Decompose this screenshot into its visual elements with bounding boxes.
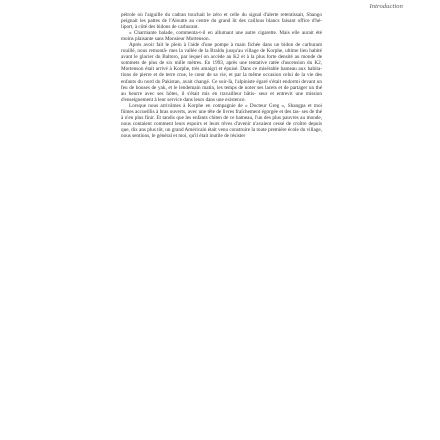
- paragraph-3: Après avoir fait le plein à l'aide d'une pompe à main fichée dans un bidon de carburant rouillé, nous remontâ- mes la vallée de la Braldu jusqu'au village de Korphe, ultime lieu habité avant le glacier du Baltoro, par lequel on accède au K2 et à la plus forte densité au monde de sommets de plus de six mille mètres. En 1993, après une tentative ratée d'ascension du K2, Mortenson était arrivé à Korphe, très amaigri et épuisé. Dans ce misérable hameau aux habita- tions de pierre et de terre crue, le cœur de sa vie, et par la même occasion celui de la vie des enfants du nord du Pakistan, avait changé. Ce soir-là, l'alpiniste égaré s'était endormi devant un feu de bouses de yak, et le lendemain matin, les temps de noter ses lacets et de partager un thé au beurre avec ses hôtes, il s'était mis en travailleur bâtis- seur et entrevit une mission d'enseignement à leur service dans leurs dans une existence.: [121, 42, 322, 103]
- body-text: [121, 12, 322, 139]
- paragraph-1: pétrole où l'aiguille du cadran touchait le zéro et celle du signal d'alerte retentissait, Shango peignait les pattes de l'Aloutte au centre du grand lit des caillous blancs faisant office d'hé- liport, à côté des bidons de carburant.: [121, 12, 322, 31]
- paragraph-2: « Charmante balade, commenta-t-il en allumant une autre cigarette. Mais elle aurait été moins plaisante sans Monsieur Mortenson.: [121, 30, 322, 43]
- running-head: Introduction: [369, 3, 403, 10]
- paragraph-4: Lorsque nous arrivâmes à Korphe en compagnie de « Docteur Greg », Shangpa et moi fûmes accueillis à bras ouverts, avec une tête de livres fraîchement égorgée et des tas- ses de thé à n'en plus finir. Et tandis que les enfants chiten de ce hameau, l'un des plus pauvres au monde, nous contaient comment leurs espoirs et leurs rêves d'avenir n'avaient cessé de croître depuis que, dix ans plus tôt, un grand Américain était venu construire la toute première école du village, nous sentions, le général et moi, qu'il était inutile de résister: [121, 102, 322, 139]
